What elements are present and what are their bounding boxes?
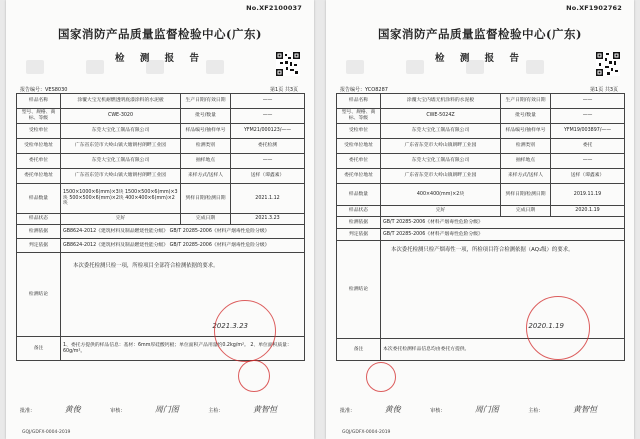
- table-row: [17, 225, 305, 239]
- cell-label: 完成日期: [501, 206, 551, 217]
- cell-label: 来样方式/送样人: [181, 169, 231, 184]
- report-subtitle: 检 测 报 告: [115, 53, 205, 64]
- cell-value: 本次委托检测样品信息均由委托方提供。: [381, 339, 625, 361]
- table-row: [337, 229, 625, 241]
- table-row: [17, 214, 305, 225]
- cell-label: 判定依据: [337, 229, 381, 241]
- cell-value: ——: [231, 109, 305, 124]
- cell-label: 生产日期/有效日期: [501, 94, 551, 109]
- cell-label: 判定依据: [17, 239, 61, 253]
- cell-value: GB8624-2012《建筑材料及制品燃烧性能分级》 GB/T 20285-2006《材料产烟毒性危险分级》: [61, 239, 305, 253]
- table-row: [337, 124, 625, 139]
- cell-label: 到样日期/检测日期: [501, 184, 551, 206]
- cell-value: 东莞大宝化工制品有限公司: [61, 124, 181, 139]
- cell-label: 来样方式/送样人: [501, 169, 551, 184]
- cell-value: GB/T 20285-2006《材料产烟毒性危险分级》: [381, 217, 625, 229]
- cell-value: YFM21/000123/——: [231, 124, 305, 139]
- approved-signature: 黄俊: [384, 405, 401, 414]
- signature-row: [20, 404, 305, 415]
- cell-value: GB/T 20285-2006《材料产烟毒性危险分级》: [381, 229, 625, 241]
- cell-value: 广东省东莞市大岭山镇朗畔工业园: [381, 169, 501, 184]
- cell-value: 广东省东莞市大岭山镇大塘朗村朗畔工业园: [61, 169, 181, 184]
- cell-value: ——: [551, 94, 625, 109]
- cell-label: 样品状态: [17, 214, 61, 225]
- cell-label: 检测结论: [337, 241, 381, 339]
- reviewed-signature: 周门图: [154, 405, 179, 414]
- table-row: [337, 206, 625, 217]
- table-row: [337, 217, 625, 229]
- cell-value: 400×400(mm)×2块: [381, 184, 501, 206]
- report-subtitle: 检 测 报 告: [435, 53, 525, 64]
- cell-value: 东莞大宝化工制品有限公司: [61, 154, 181, 169]
- approved-label: 批准：: [20, 408, 36, 414]
- cell-value: 2021.1.12: [231, 184, 305, 214]
- cell-label: 完成日期: [181, 214, 231, 225]
- report-number: 报告编号：YCO8287: [340, 87, 388, 93]
- cell-label: 抽样地点: [501, 154, 551, 169]
- cell-value: 东莞大宝化工制品有限公司: [381, 154, 501, 169]
- cell-value: 委托检测: [231, 139, 305, 154]
- table-row: [337, 184, 625, 206]
- approved-label: 批准：: [340, 408, 356, 414]
- cell-value: 2021.3.23: [231, 214, 305, 225]
- page-info: 第1页 共3页: [590, 87, 618, 93]
- seal-icon: [238, 360, 270, 392]
- official-seal-icon: [526, 296, 590, 360]
- report-title: 国家消防产品质量监督检验中心(广东): [58, 27, 262, 41]
- cell-label: 样品名称: [17, 94, 61, 109]
- cell-label: 样品名称: [337, 94, 381, 109]
- cell-label: 受检单位地址: [337, 139, 381, 154]
- table-row: [17, 139, 305, 154]
- tested-signature: 黄智恒: [573, 405, 598, 414]
- cell-label: 样品编号/抽样单号: [501, 124, 551, 139]
- cell-label: 样品状态: [337, 206, 381, 217]
- cell-value: 完好: [61, 214, 181, 225]
- cell-value: ——: [231, 154, 305, 169]
- table-row: [17, 109, 305, 124]
- cell-label: 批号/数量: [181, 109, 231, 124]
- report-page-right: [326, 0, 634, 439]
- document-number: No.XF2100037: [246, 4, 302, 12]
- cell-value: 广东省东莞市大岭山镇大塘朗村朗畔工业园: [61, 139, 181, 154]
- report-page-left: [6, 0, 314, 439]
- cell-label: 到样日期/检测日期: [181, 184, 231, 214]
- table-row: [17, 184, 305, 214]
- cell-value: YFM19/003897/——: [551, 124, 625, 139]
- cell-value: ——: [551, 154, 625, 169]
- cell-label: 检测类别: [181, 139, 231, 154]
- cell-label: 委托单位地址: [337, 169, 381, 184]
- cell-value: 2020.1.19: [551, 206, 625, 217]
- cell-label: 备注: [337, 339, 381, 361]
- cell-value: 涂覆大宝内墙无机涂料的水泥板: [381, 94, 501, 109]
- reviewed-signature: 周门图: [474, 405, 499, 414]
- tested-label: 主检：: [528, 408, 544, 414]
- cell-label: 受检单位: [17, 124, 61, 139]
- cell-value: 委托: [551, 139, 625, 154]
- table-row: [17, 239, 305, 253]
- cell-label: 检测依据: [17, 225, 61, 239]
- cell-label: 受检单位: [337, 124, 381, 139]
- cell-value: 广东省东莞市大岭山镇朗畔工业园: [381, 139, 501, 154]
- reviewed-label: 审核：: [430, 408, 446, 414]
- cell-label: 备注: [17, 337, 61, 361]
- cell-label: 生产日期/有效日期: [181, 94, 231, 109]
- cell-label: 批号/数量: [501, 109, 551, 124]
- table-row: [337, 169, 625, 184]
- cell-value: 2019.11.19: [551, 184, 625, 206]
- cell-label: 样品编号/抽样单号: [181, 124, 231, 139]
- cell-value: 1500×1000×6(mm)×3块 1500×500×6(mm)×3块 500×500×6(mm)×2块 400×400×6(mm)×2块: [61, 184, 181, 214]
- tested-label: 主检：: [208, 408, 224, 414]
- table-row: [17, 124, 305, 139]
- cell-label: 受检单位地址: [17, 139, 61, 154]
- report-title: 国家消防产品质量监督检验中心(广东): [378, 27, 582, 41]
- cell-label: 样品数量: [337, 184, 381, 206]
- table-row: [337, 94, 625, 109]
- cell-value: 送样（谭鑫素）: [231, 169, 305, 184]
- signature-row: [340, 404, 625, 415]
- approved-signature: 黄俊: [64, 405, 81, 414]
- report-number: 报告编号：VES8030: [20, 87, 68, 93]
- cell-value: CWE-3020: [61, 109, 181, 124]
- seal-date: 2021.3.23: [212, 322, 248, 331]
- cell-label: 抽样地点: [181, 154, 231, 169]
- page-info: 第1页 共3页: [270, 87, 298, 93]
- cell-value: GB8624-2012《建筑材料及制品燃烧性能分级》 GB/T 20285-2006《材料产烟毒性危险分级》: [61, 225, 305, 239]
- cell-value: 送样（谭鑫素）: [551, 169, 625, 184]
- cell-label: 检测依据: [337, 217, 381, 229]
- table-row: [17, 94, 305, 109]
- cell-label: 检测结论: [17, 253, 61, 337]
- cell-value: 完好: [381, 206, 501, 217]
- cell-label: 样品数量: [17, 184, 61, 214]
- seal-date: 2020.1.19: [528, 322, 564, 331]
- seal-icon: [366, 362, 396, 392]
- qr-code-icon: [276, 52, 300, 76]
- cell-value: CWE-5024Z: [381, 109, 501, 124]
- qr-code-icon: [596, 52, 620, 76]
- document-number: No.XF1902762: [566, 4, 622, 12]
- official-seal-icon: [214, 300, 276, 362]
- table-row: [17, 169, 305, 184]
- cell-value: 1、委托方提供的样品信息：基材：6mm厚硅酸钙板；单位面积产品用量约0.2kg/m²。 2、单位面积质量：60g/m²。: [61, 337, 305, 361]
- cell-value: 东莞大宝化工制品有限公司: [381, 124, 501, 139]
- table-row: [17, 154, 305, 169]
- tested-signature: 黄智恒: [253, 405, 278, 414]
- reviewed-label: 审核：: [110, 408, 126, 414]
- table-row: [337, 109, 625, 124]
- cell-label: 委托单位地址: [17, 169, 61, 184]
- cell-value: ——: [231, 94, 305, 109]
- cell-label: 委托单位: [337, 154, 381, 169]
- cell-label: 型号、规格、商标、等级: [17, 109, 61, 124]
- conclusion-text: 本次委托检测只检产烟毒性一项，所检项目符合检测依据（AQ₁级）的要求。: [391, 247, 574, 253]
- footer-code: GQJ/GDFX-0004-2019: [342, 430, 391, 435]
- cell-label: 委托单位: [17, 154, 61, 169]
- cell-label: 型号、规格、商标、等级: [337, 109, 381, 124]
- table-row: [337, 154, 625, 169]
- cell-value: ——: [551, 109, 625, 124]
- footer-code: GQJ/GDFX-0004-2019: [22, 430, 71, 435]
- table-row: [337, 139, 625, 154]
- cell-value: 涂覆大宝无机耐燃透明底漆涂料的水泥板: [61, 94, 181, 109]
- cell-label: 检测类别: [501, 139, 551, 154]
- conclusion-text: 本次委托检测只检一项，所检项目全部符合检测依据的要求。: [73, 263, 219, 269]
